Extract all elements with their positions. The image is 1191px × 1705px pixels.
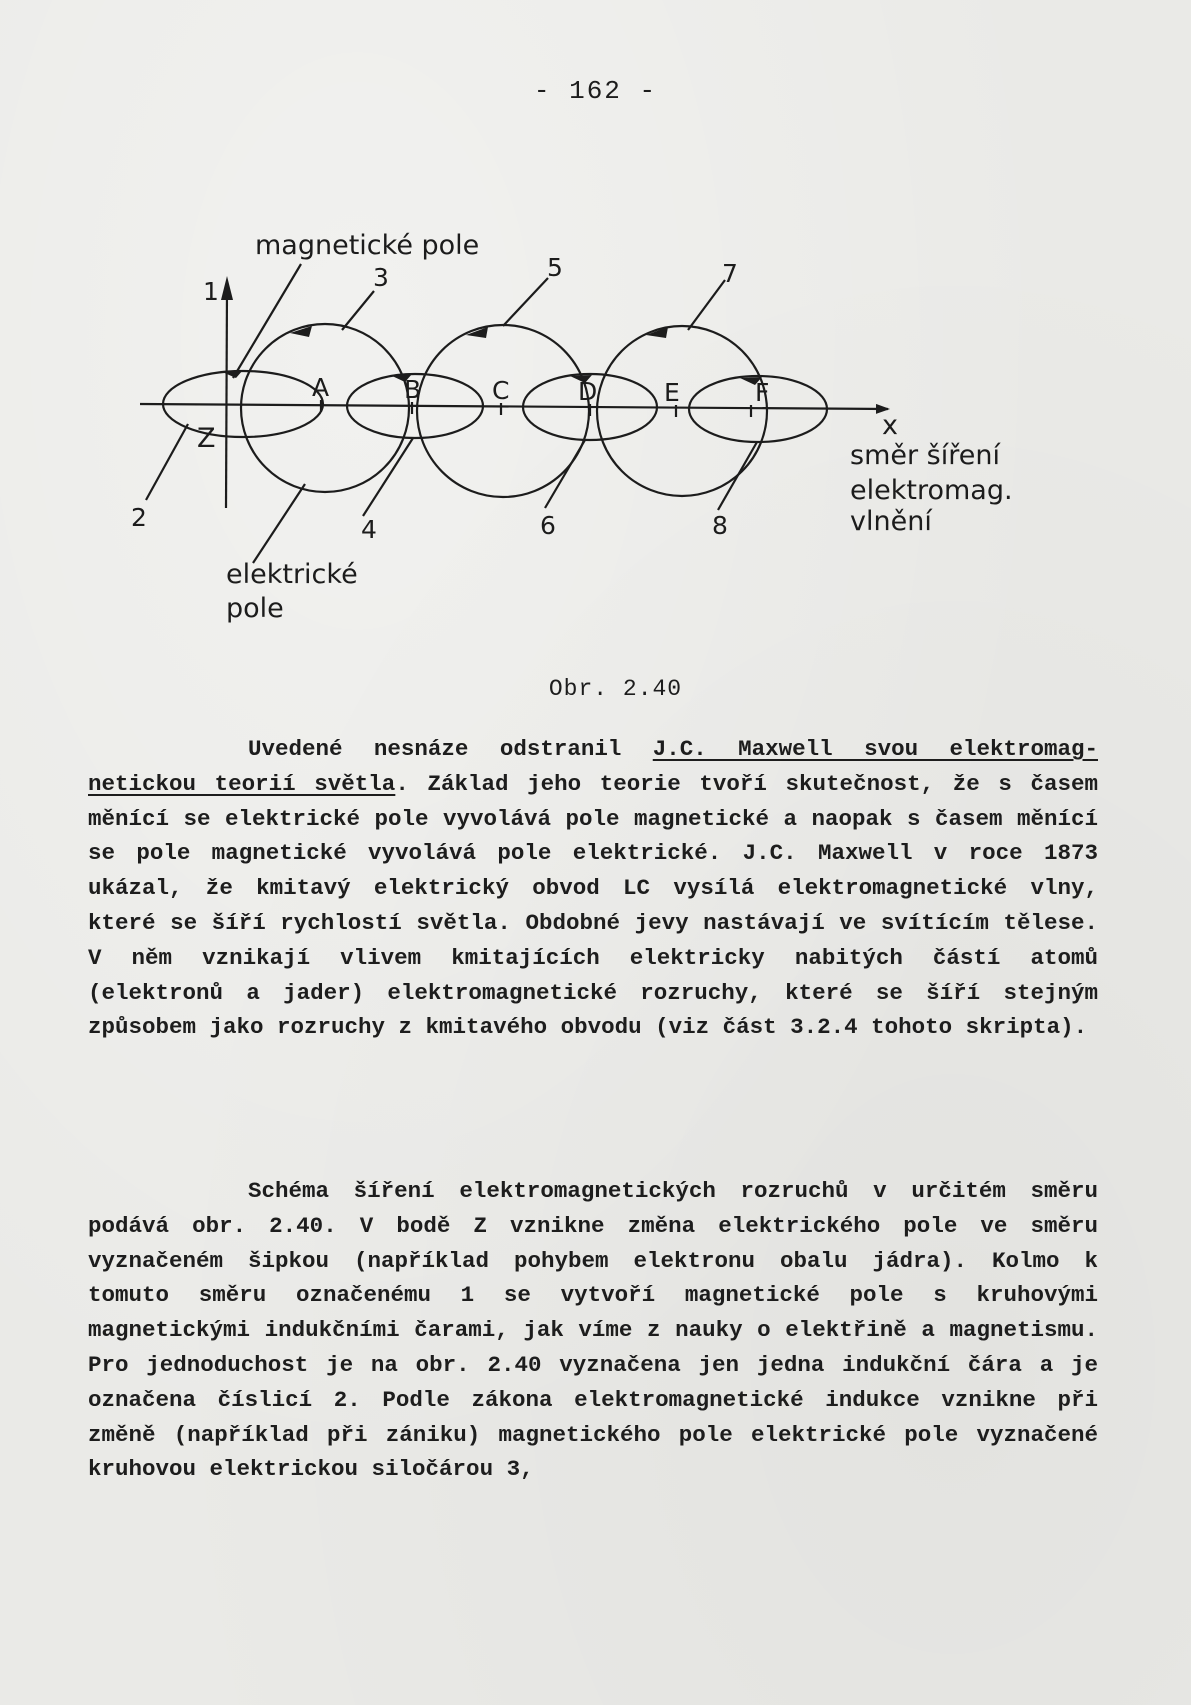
number-5: 5 <box>547 253 563 282</box>
em-wave-diagram <box>0 0 1191 720</box>
number-8: 8 <box>712 511 728 540</box>
label-magnetic-field: magnetické pole <box>255 230 480 261</box>
figure-caption: Obr. 2.40 <box>548 676 683 702</box>
number-4: 4 <box>361 515 377 544</box>
pointer-7 <box>688 280 725 330</box>
label-direction-2: elektromag. <box>850 475 1013 506</box>
paragraph-1 <box>88 732 1098 1045</box>
pointer-2 <box>146 424 188 500</box>
maxwell-theory: netickou teorií světla <box>88 770 396 797</box>
pointer-5 <box>503 278 548 326</box>
figure-em-wave <box>0 0 1191 720</box>
magnetic-field-line-3 <box>241 324 409 492</box>
label-x-axis: x <box>882 410 898 441</box>
paragraph-1-rest: . Základ jeho teorie tvoří skutečnost, že s časem měnící se elektrické pole vyvolává pole magnetické a naopak s časem měnící se pole magnetické vyvolává pole elektrické. J.C. Maxwell v roce 1873 ukázal, že kmitavý elektrický obvod LC vysílá elektromagnetické vlny, které se šíří rychlostí světla. Obdobné jevy nastávají ve svítícím tělese. V něm vznikají vlivem kmitajících elektricky nabitých částí atomů (elektronů a jader) elektromagnetické rozruchy, které se šíří stejným způsobem jako rozruchy z kmitavého obvodu (viz část 3.2.4 tohoto skripta). <box>88 770 1098 1041</box>
number-7: 7 <box>722 259 738 288</box>
label-direction-1: směr šíření <box>850 440 1000 471</box>
pointer-3 <box>342 291 374 330</box>
number-1: 1 <box>203 277 219 306</box>
point-c: C <box>492 376 510 405</box>
paragraph-2 <box>88 1174 1098 1487</box>
label-direction-3: vlnění <box>850 506 932 537</box>
magnetic-field-line-5 <box>417 325 589 497</box>
pointer-6 <box>545 440 585 508</box>
label-electric-field-2: pole <box>226 593 284 624</box>
pointer-electric-field <box>253 484 305 563</box>
pointer-4 <box>363 438 413 516</box>
page-number: - 162 - <box>533 76 658 106</box>
paragraph-2-text: Schéma šíření elektromagnetických rozruchů v určitém směru podává obr. 2.40. V bodě Z vznikne změna elektrického pole ve směru vyznačeném šipkou (například pohybem elektronu obalu jádra). Kolmo k tomuto směru označenému 1 se vytvoří magnetické pole s kruhovými magnetickými indukčními čarami, jak víme z nauky o elektřině a magnetismu. Pro jednoduchost je na obr. 2.40 vyznačena jen jedna indukční čára a je označena číslicí 2. Podle zákona elektromagnetické indukce vznikne při změně (například při zániku) magnetického pole elektrické pole vyznačené kruhovou elektrickou siločárou 3, <box>88 1178 1098 1483</box>
pointer-8 <box>718 442 757 510</box>
label-electric-field-1: elektrické <box>226 559 358 590</box>
number-2: 2 <box>131 503 147 532</box>
label-point-z: Z <box>197 423 216 454</box>
point-d: D <box>578 377 598 406</box>
vertical-axis-arrow <box>221 276 233 300</box>
arrow-on-line-2 <box>220 370 243 378</box>
pointer-magnetic-field <box>233 264 301 378</box>
vertical-axis-line <box>226 288 227 508</box>
paragraph-1-start: Uvedené nesnáze odstranil <box>248 736 653 762</box>
number-6: 6 <box>540 511 556 540</box>
point-e: E <box>664 378 680 407</box>
number-3: 3 <box>373 263 389 292</box>
maxwell-name: J.C. Maxwell svou elektromag- <box>652 736 1098 762</box>
point-a: A <box>312 373 330 402</box>
point-f: F <box>755 378 770 407</box>
x-axis-line <box>140 404 888 409</box>
point-b: B <box>404 375 422 404</box>
